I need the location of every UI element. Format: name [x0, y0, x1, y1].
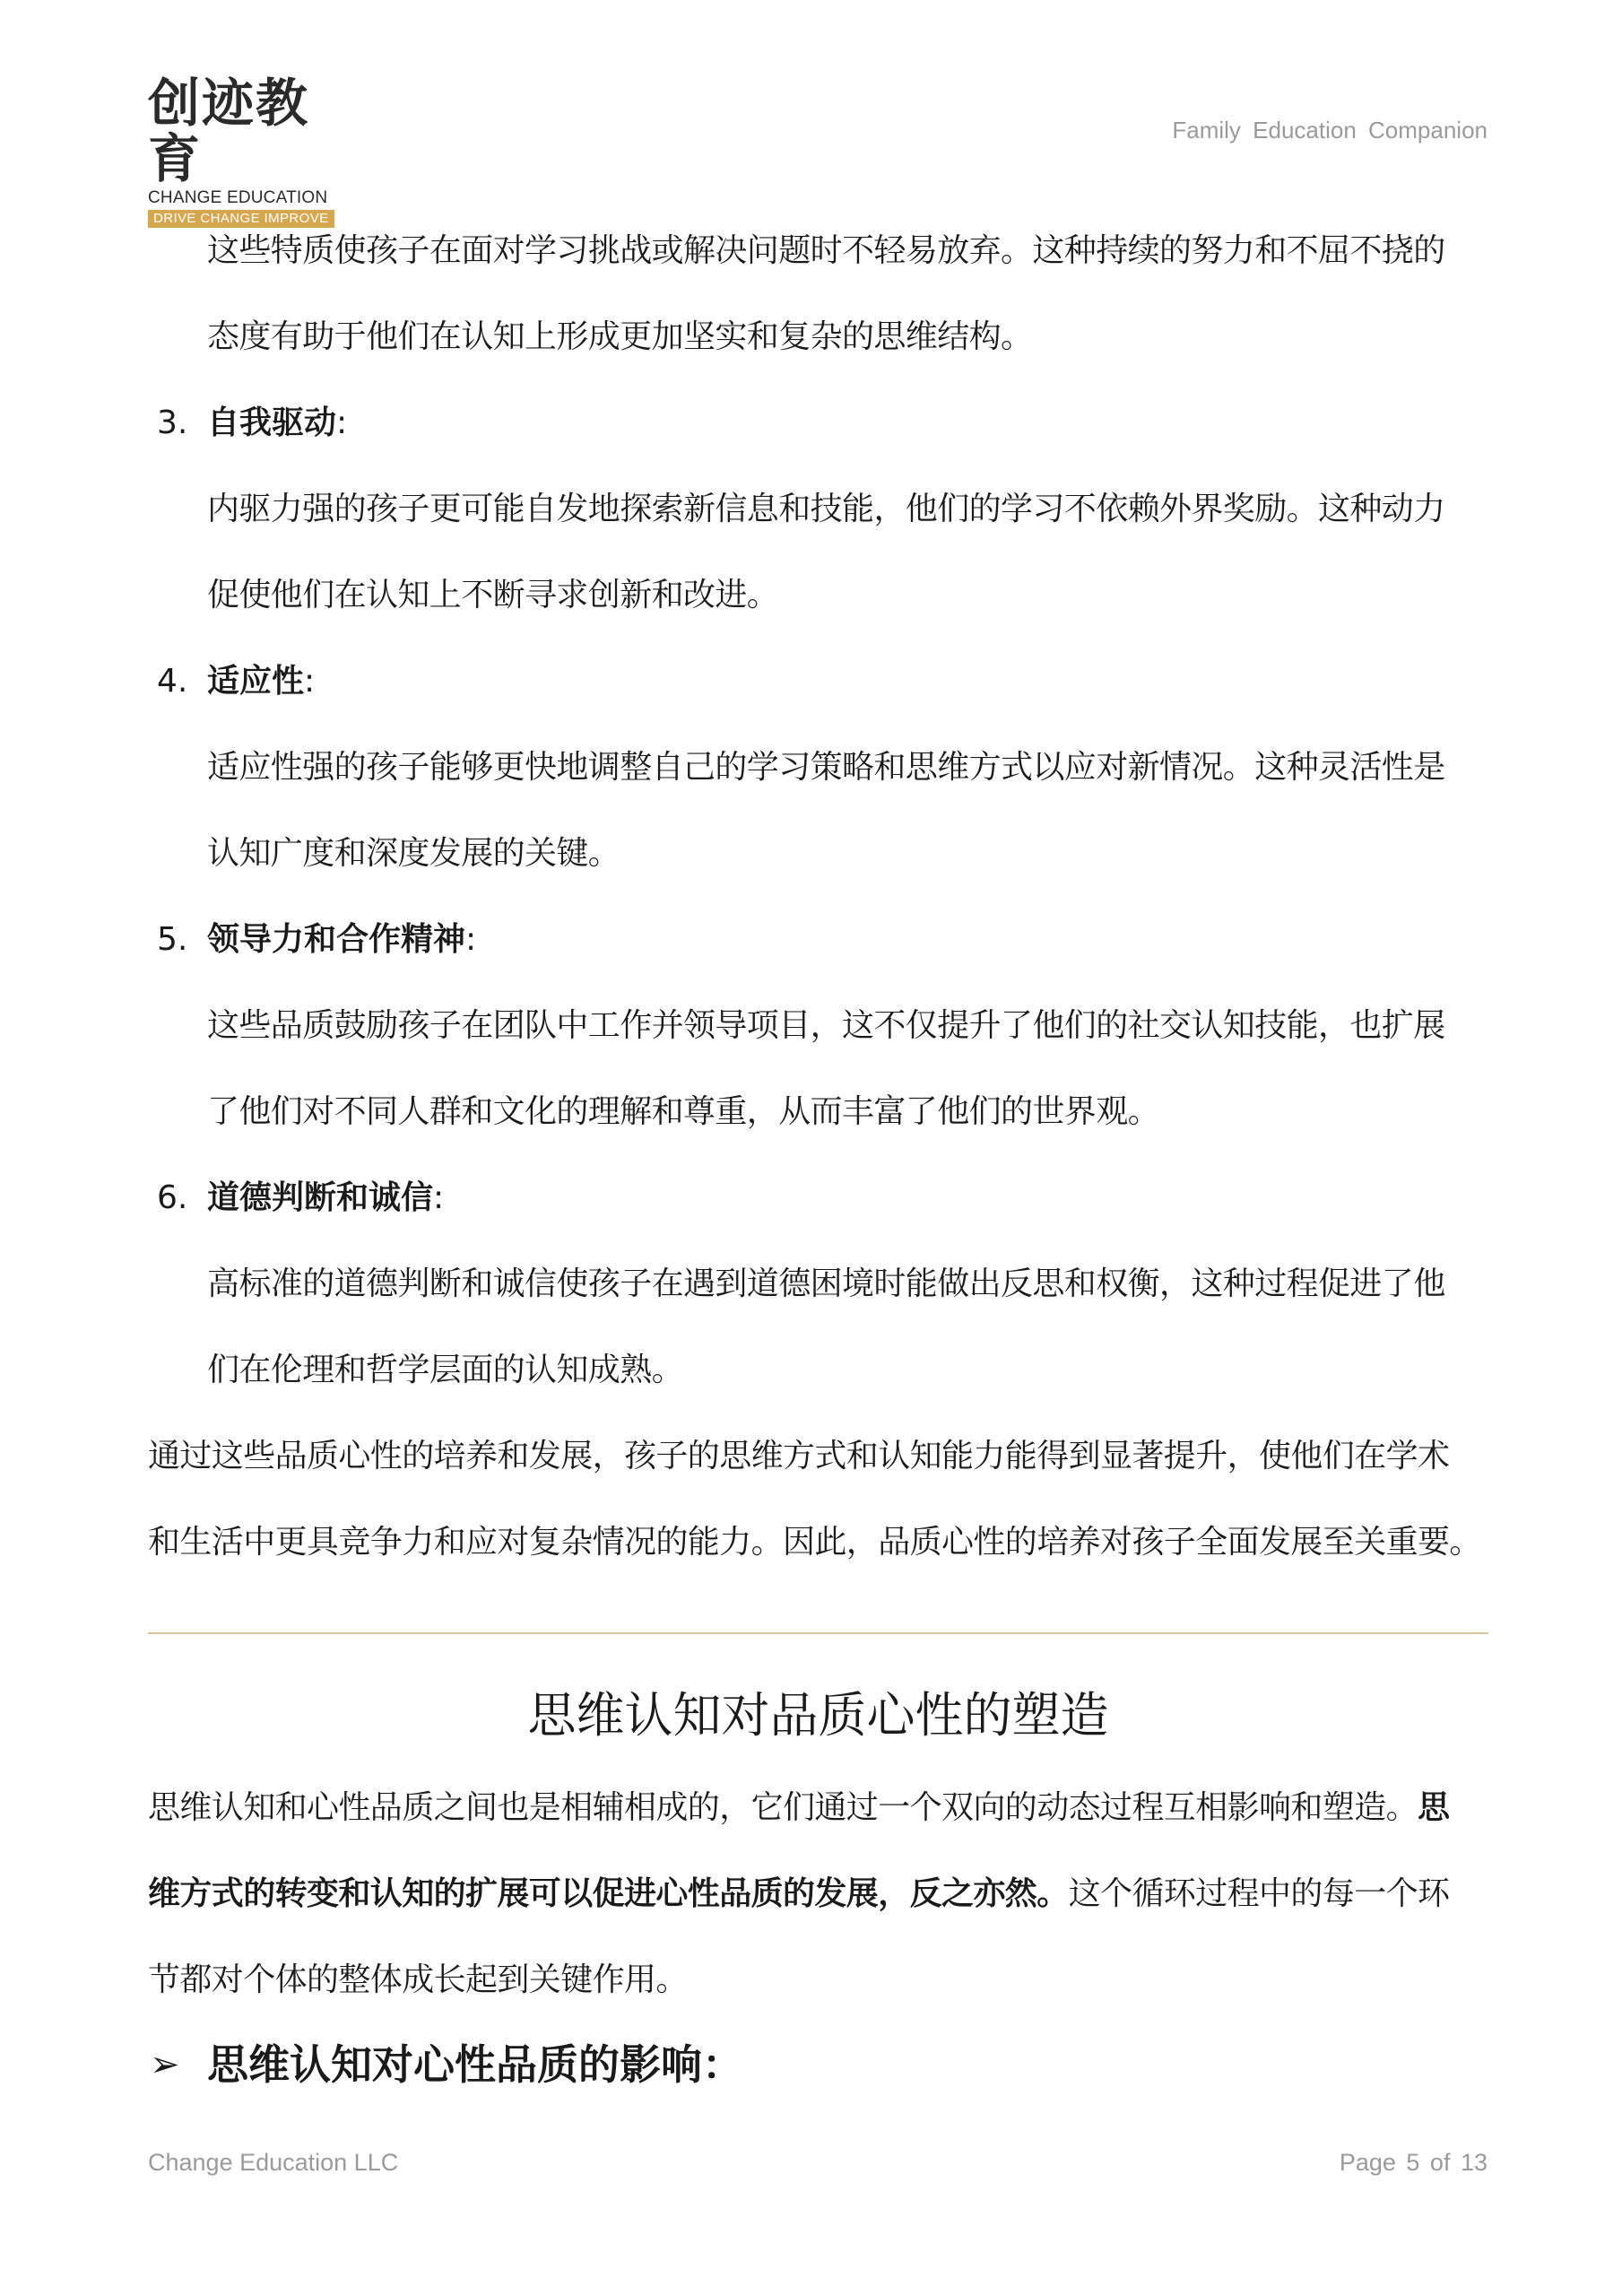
list-item-title: 自我驱动 [207, 404, 337, 441]
section-paragraph-line [148, 1765, 1488, 1851]
footer-company: Change Education LLC [148, 2149, 399, 2176]
intro-line: 态度有助于他们在认知上形成更加坚实和复杂的思维结构。 [207, 318, 1033, 355]
list-item-heading [148, 639, 1488, 725]
arrow-right-icon: ➢ [150, 2044, 180, 2085]
section-divider [148, 1632, 1488, 1634]
summary-line: 和生活中更具竞争力和应对复杂情况的能力。因此，品质心性的培养对孩子全面发展至关重要。 [148, 1524, 1481, 1561]
list-item-text: 们在伦理和哲学层面的认知成熟。 [207, 1352, 684, 1388]
section-text: 思维认知和心性品质之间也是相辅相成的，它们通过一个双向的动态过程互相影响和塑造。 [148, 1789, 1418, 1826]
list-item-heading [148, 380, 1488, 466]
list-item-text: 内驱力强的孩子更可能自发地探索新信息和技能，他们的学习不依赖外界奖励。这种动力 [207, 491, 1445, 527]
header-title: Family Education Companion [1172, 117, 1488, 144]
list-item-title: 适应性 [207, 663, 305, 700]
list-item-heading [148, 1155, 1488, 1241]
list-item-title: 领导力和合作精神 [207, 921, 466, 958]
intro-line: 这些特质使孩子在面对学习挑战或解决问题时不轻易放弃。这种持续的努力和不屈不挠的 [207, 232, 1445, 269]
list-item-text: 适应性强的孩子能够更快地调整自己的学习策略和思维方式以应对新情况。这种灵活性是 [207, 749, 1445, 786]
list-item-colon: : [336, 404, 348, 441]
section-text: 这个循环过程中的每一个环 [1068, 1875, 1450, 1912]
section-bold-text: 思 [1418, 1789, 1450, 1826]
list-item-text: 促使他们在认知上不断寻求创新和改进。 [207, 577, 779, 613]
list-item-text: 认知广度和深度发展的关键。 [207, 835, 620, 872]
subheading [148, 2029, 1488, 2100]
list-item-colon: : [433, 1179, 445, 1216]
subheading-text: 思维认知对心性品质的影响： [207, 2040, 743, 2089]
logo [148, 75, 354, 228]
list-item-heading [148, 897, 1488, 983]
list-item-text: 了他们对不同人群和文化的理解和尊重，从而丰富了他们的世界观。 [207, 1093, 1160, 1130]
list-item-colon: : [304, 663, 316, 700]
list-item-text: 高标准的道德判断和诚信使孩子在遇到道德困境时能做出反思和权衡，这种过程促进了他 [207, 1265, 1445, 1302]
summary-line: 通过这些品质心性的培养和发展，孩子的思维方式和认知能力能得到显著提升，使他们在学术 [148, 1438, 1450, 1474]
list-item-title: 道德判断和诚信 [207, 1179, 434, 1216]
list-item-number: 6. [157, 1179, 188, 1216]
section-paragraph-line [148, 1851, 1488, 1937]
logo-tagline: DRIVE CHANGE IMPROVE [148, 210, 334, 228]
logo-english-name: CHANGE EDUCATION [148, 188, 328, 207]
list-item-number: 4. [157, 663, 188, 700]
section-bold-text: 维方式的转变和认知的扩展可以促进心性品质的发展，反之亦然。 [148, 1875, 1069, 1912]
document-body [148, 208, 1488, 2100]
section-title: 思维认知对品质心性的塑造 [527, 1687, 1109, 1744]
list-item-number: 5. [157, 921, 188, 958]
list-item-number: 3. [157, 404, 188, 441]
logo-chinese-name: 创迹教育 [148, 73, 310, 189]
list-item-text: 这些品质鼓励孩子在团队中工作并领导项目，这不仅提升了他们的社交认知技能，也扩展 [207, 1007, 1445, 1044]
page-number: Page 5 of 13 [1339, 2149, 1488, 2176]
section-paragraph-line: 节都对个体的整体成长起到关键作用。 [148, 1961, 688, 1998]
list-item-colon: : [465, 921, 477, 958]
